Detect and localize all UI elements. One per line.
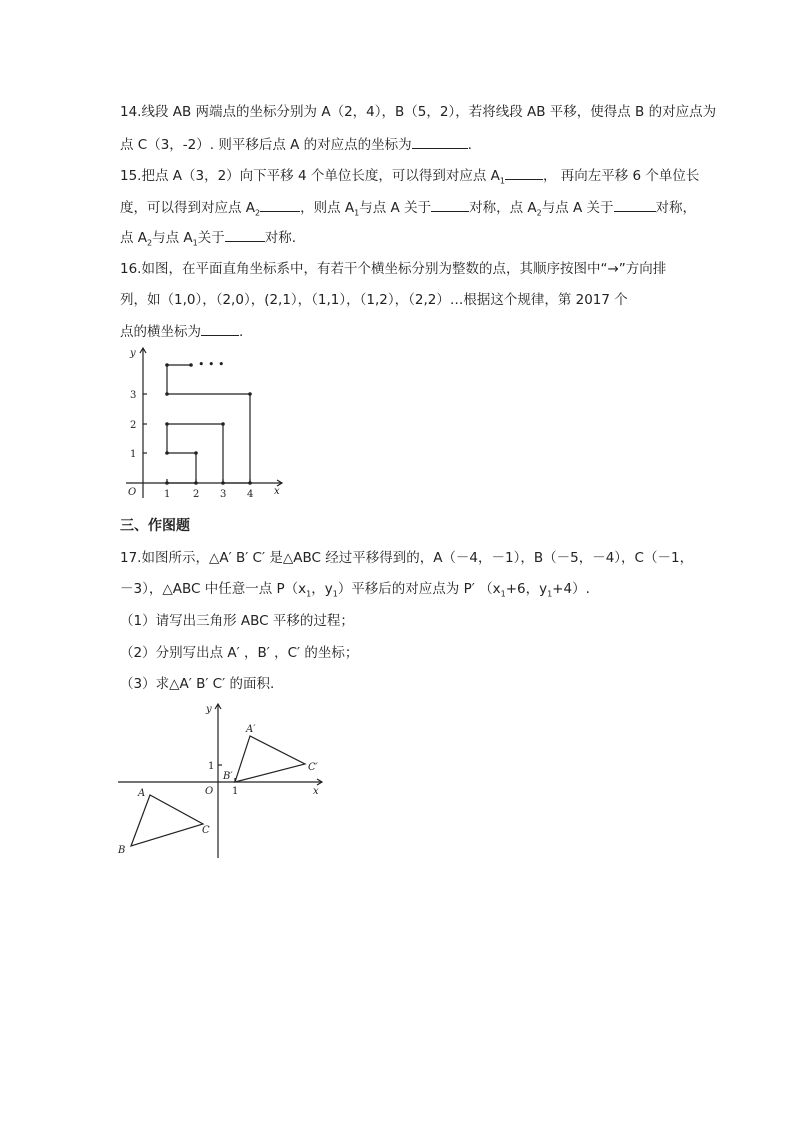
- q15-sub: 2: [536, 208, 542, 218]
- q15-text-2f: 对称，: [655, 200, 697, 216]
- x-tick-label: 1: [232, 786, 239, 797]
- q15-text-3a: 点 A: [120, 230, 148, 246]
- q14-answer-blank: [412, 134, 468, 149]
- triangle-abc: [131, 795, 203, 846]
- x-axis-label: x: [274, 486, 280, 497]
- label-a: A: [138, 788, 146, 799]
- path-point: [165, 363, 169, 367]
- q15-sub: 1: [499, 176, 505, 186]
- x-tick-label: 2: [193, 489, 200, 500]
- q15-text-3d: 对称.: [264, 230, 297, 246]
- y-axis-label: y: [206, 704, 212, 715]
- q15-text-2b: ，则点 A: [300, 200, 355, 216]
- ellipsis: • • •: [198, 358, 225, 371]
- q16-period: .: [239, 324, 244, 340]
- q15-sub: 2: [255, 208, 261, 218]
- x-tick-label: 3: [220, 489, 227, 500]
- q14-text: 点 C（3，-2）. 则平移后点 A 的对应点的坐标为: [120, 137, 412, 153]
- path-point: [165, 481, 169, 485]
- y-tick-label: 1: [208, 761, 215, 772]
- q16-answer-blank: [201, 321, 239, 336]
- x-tick-label: 4: [247, 489, 254, 500]
- q15-line2: [120, 197, 696, 224]
- q15-text-2d: 对称，点 A: [469, 200, 537, 216]
- q15-sub: 1: [354, 208, 360, 218]
- q17-text-2b: ，y: [311, 581, 333, 597]
- origin-label: O: [128, 487, 137, 498]
- q15-text-2c: 与点 A 关于: [359, 200, 432, 216]
- q15-line1: [120, 165, 699, 192]
- q17-sub: 1: [547, 589, 553, 599]
- q15-blank-sym3: [225, 227, 265, 242]
- path-point: [165, 392, 169, 396]
- path-point: [165, 422, 169, 426]
- q16-text: 点的横坐标为: [120, 324, 201, 340]
- q15-text-3b: 与点 A: [152, 230, 193, 246]
- q17-part3: （3）求△A′ B′ C′ 的面积.: [120, 676, 275, 692]
- q15-sub: 2: [147, 238, 153, 248]
- figure-spiral-path: [118, 342, 288, 502]
- q17-line2: [120, 579, 590, 605]
- q15-blank-sym2: [614, 197, 656, 212]
- label-c: C: [202, 825, 210, 836]
- label-a-prime: A′: [246, 724, 256, 735]
- path-point: [221, 422, 225, 426]
- section-title: 三、作图题: [120, 518, 190, 534]
- q15-blank-a1: [505, 165, 543, 180]
- origin-label: O: [205, 786, 214, 797]
- q14-period: .: [467, 137, 472, 153]
- q17-part2: （2）分别写出点 A′ ，B′ ，C′ 的坐标；: [120, 645, 359, 661]
- path-point: [248, 392, 252, 396]
- y-tick-label: 3: [130, 390, 137, 401]
- path-point: [221, 481, 225, 485]
- label-c-prime: C′: [308, 762, 318, 773]
- path-point: [194, 451, 198, 455]
- q15-text-3c: 关于: [197, 230, 225, 246]
- q15-line3: [120, 227, 296, 254]
- q15-sub: 1: [192, 238, 198, 248]
- q15-blank-sym1: [431, 197, 469, 212]
- q17-line1: 17.如图所示，△A′ B′ C′ 是△ABC 经过平移得到的，A（－4，－1），B（－5，－4），C（－1，: [120, 550, 694, 566]
- q16-line1: 16.如图，在平面直角坐标系中，有若干个横坐标分别为整数的点，其顺序按图中“→”方向排: [120, 261, 667, 277]
- q16-line2: 列，如（1,0），（2,0），(2,1），（1,1），（1,2），（2,2）…根据这个规律，第 2017 个: [120, 292, 628, 308]
- q17-text-2a: －3），△ABC 中任意一点 P（x: [120, 581, 307, 597]
- q15-text-2a: 度，可以得到对应点 A: [120, 200, 256, 216]
- path-point: [248, 481, 252, 485]
- q17-part1: （1）请写出三角形 ABC 平移的过程；: [120, 613, 354, 629]
- q17-sub: 1: [306, 589, 312, 599]
- q17-text-2d: +6，y: [505, 581, 548, 597]
- q17-sub: 1: [500, 589, 506, 599]
- q15-text-1a: 15.把点 A（3，2）向下平移 4 个单位长度，可以得到对应点 A: [120, 168, 500, 184]
- label-b: B: [118, 845, 126, 856]
- q14-line1: 14.线段 AB 两端点的坐标分别为 A（2，4），B（5，2），若将线段 AB 平移，使得点 B 的对应点为: [120, 104, 717, 120]
- q14-line2: [120, 134, 472, 155]
- q17-text-2c: ）平移后的对应点为 P′ （x: [337, 581, 501, 597]
- q15-text-2e: 与点 A 关于: [541, 200, 614, 216]
- q17-sub: 1: [332, 589, 338, 599]
- x-tick-label: 1: [164, 489, 171, 500]
- figure-triangles: [112, 698, 332, 860]
- path-point: [189, 363, 193, 367]
- path-point: [165, 451, 169, 455]
- label-b-prime: B′: [223, 771, 233, 782]
- q17-text-2e: +4）.: [552, 581, 590, 597]
- triangle-abc-prime: [235, 736, 305, 782]
- q15-text-1b: ， 再向左平移 6 个单位长: [542, 168, 700, 184]
- y-tick-label: 1: [130, 449, 137, 460]
- x-axis-label: x: [313, 786, 319, 797]
- y-tick-label: 2: [130, 420, 137, 431]
- spiral-path: [167, 365, 250, 483]
- q16-line3: [120, 321, 243, 342]
- path-point: [194, 481, 198, 485]
- q15-blank-a2: [260, 197, 300, 212]
- y-axis-label: y: [130, 348, 136, 359]
